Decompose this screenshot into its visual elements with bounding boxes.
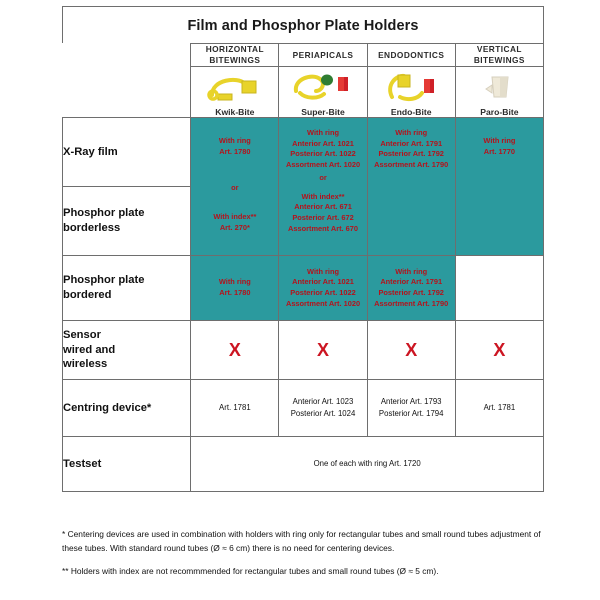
table-row-sensor: [63, 321, 544, 380]
product-name-endo-bite: Endo-Bite: [367, 107, 455, 118]
column-heading-endodontics: [367, 44, 455, 67]
cell-line: Anterior Art. 1791: [380, 138, 443, 148]
paro-bite-holder-graphic: [462, 67, 536, 107]
cell-endo-bite-sensor-unavailable: X: [367, 321, 455, 380]
cell-super-bite-sensor-unavailable: X: [279, 321, 367, 380]
heading-line-2: BITEWINGS: [209, 55, 261, 65]
cell-endo-bite-phosphor-bordered: [367, 256, 455, 321]
cell-line: Posterior Art. 1792: [378, 149, 444, 159]
cell-line: Assortment Art. 1020: [285, 160, 361, 170]
cell-line: With ring: [395, 266, 428, 276]
cell-line: Anterior Art. 1023: [292, 397, 354, 407]
row-label-text: Sensor: [63, 329, 101, 342]
cell-endo-bite-centring-device: [367, 380, 455, 437]
cell-line: Art. 1720: [389, 458, 421, 468]
cell-line: Anterior Art. 1791: [380, 277, 443, 287]
cell-line: With ring: [395, 128, 428, 137]
heading-line-2: BITEWINGS: [473, 55, 525, 65]
super-bite-holder-graphic: [286, 67, 360, 107]
image-corner-spacer: [63, 67, 191, 108]
row-label-text: Phosphor plate: [63, 207, 145, 220]
header-corner-spacer: [63, 44, 191, 67]
cell-line: With ring: [218, 277, 251, 287]
cell-or-separator: or: [319, 172, 327, 182]
endo-bite-holder-graphic: [374, 67, 448, 107]
table-image-row: [63, 67, 544, 108]
footnotes: [62, 528, 552, 589]
page-title: Film and Phosphor Plate Holders: [62, 6, 544, 43]
cell-line: Posterior Art. 1024: [290, 409, 356, 418]
cell-block-with-ring: [191, 118, 278, 157]
heading-line-1: ENDODONTICS: [378, 49, 445, 60]
row-label-text-2: wired and: [63, 343, 116, 356]
cell-paro-bite-xray-and-borderless: [455, 118, 543, 256]
cell-or-separator: or: [231, 183, 239, 193]
footnote-centering-devices: * Centering devices are used in combination with holders with ring only for rectangular tubes and small round tubes adjustment of these tubes. With standard round tubes (Ø ≈ 6 cm) there is no need for centering devices.: [62, 529, 541, 553]
cell-line: Assortment Art. 1790: [374, 160, 449, 170]
row-label-phosphor-plate-bordered: [63, 256, 191, 321]
cell-line: Art. 1780: [219, 146, 251, 156]
cell-line: Art. 1770: [483, 146, 515, 156]
table-row-phosphor-bordered: [63, 256, 544, 321]
cell-super-bite-centring-device: [279, 380, 367, 437]
cell-block-with-index: [191, 212, 278, 233]
cell-line: Assortment Art. 670: [288, 223, 358, 233]
row-label-text: X-Ray film: [63, 145, 118, 158]
kwik-bite-holder-icon: [191, 67, 279, 108]
row-label-sensor: [63, 321, 191, 380]
cell-line: With ring: [307, 128, 339, 137]
cell-paro-bite-sensor-unavailable: X: [455, 321, 543, 380]
row-label-xray-film: [63, 118, 191, 187]
product-name-paro-bite: Paro-Bite: [455, 107, 543, 118]
row-label-text-2: borderless: [63, 222, 121, 234]
cell-line: With ring: [307, 266, 339, 276]
cell-paro-bite-phosphor-bordered: [455, 256, 543, 321]
product-corner-spacer: [63, 107, 191, 118]
cell-block-with-index: [279, 192, 366, 235]
endo-bite-holder-icon: [367, 67, 455, 108]
paro-bite-holder-icon: [455, 67, 543, 108]
row-label-centring-device: [63, 380, 191, 437]
cell-line: With ring: [218, 136, 251, 145]
column-heading-horizontal-bitewings: [191, 44, 279, 67]
row-label-text: Testset: [63, 457, 102, 470]
heading-line-1: VERTICAL: [476, 44, 522, 55]
cell-super-bite-phosphor-bordered: [279, 256, 367, 321]
row-label-testset: [63, 437, 191, 492]
cell-line: Art. 270*: [219, 222, 250, 232]
cell-kwik-bite-xray-and-borderless: [191, 118, 279, 256]
cell-line: Posterior Art. 1794: [378, 409, 444, 418]
cell-testset-all-columns: [191, 437, 544, 492]
cell-kwik-bite-phosphor-bordered: [191, 256, 279, 321]
cell-super-bite-xray-and-borderless: [279, 118, 367, 256]
cell-line: Anterior Art. 1793: [380, 397, 442, 407]
cell-line: Posterior Art. 1022: [290, 149, 356, 159]
cell-line: With index**: [301, 191, 345, 201]
table-row-centring-device: [63, 380, 544, 437]
cell-line: Assortment Art. 1020: [285, 298, 361, 308]
cell-line: Posterior Art. 1792: [378, 288, 444, 297]
row-label-text-3: wireless: [63, 358, 108, 371]
cell-line: One of each with ring: [313, 458, 388, 468]
matrix-table: [62, 43, 544, 492]
cell-line: Anterior Art. 671: [294, 202, 352, 212]
table-row-xray-film: [63, 118, 544, 187]
heading-line-1: PERIAPICALS: [292, 49, 354, 60]
cell-block-with-ring: [456, 118, 543, 157]
cell-line: Posterior Art. 672: [292, 213, 354, 223]
cell-endo-bite-xray-and-borderless: [367, 118, 455, 256]
cell-line: Posterior Art. 1022: [290, 288, 356, 297]
cell-block-with-ring: [368, 118, 455, 171]
table-row-testset: [63, 437, 544, 492]
row-label-text-2: bordered: [63, 289, 112, 301]
cell-block-with-ring: [279, 118, 366, 171]
column-heading-vertical-bitewings: [455, 44, 543, 67]
cell-kwik-bite-centring-device: [191, 380, 279, 437]
cell-kwik-bite-sensor-unavailable: X: [191, 321, 279, 380]
cell-line: Art. 1781: [219, 403, 251, 413]
table-header-row: [63, 44, 544, 67]
table-product-row: [63, 107, 544, 118]
cell-line: Anterior Art. 1021: [292, 277, 354, 287]
row-label-text: Phosphor plate: [63, 274, 145, 287]
cell-line: Art. 1780: [219, 288, 251, 297]
cell-line: Assortment Art. 1790: [374, 298, 449, 308]
footnote-holders-with-index: ** Holders with index are not recommmended for rectangular tubes and small round tubes (Ø ≈ 5 cm).: [62, 566, 439, 577]
product-name-kwik-bite: Kwik-Bite: [191, 107, 279, 118]
cell-line: Art. 1781: [483, 403, 516, 413]
heading-line-1: HORIZONTAL: [205, 44, 264, 55]
column-heading-periapicals: [279, 44, 367, 67]
kwik-bite-holder-graphic: [198, 67, 272, 107]
super-bite-holder-icon: [279, 67, 367, 108]
cell-line: With index**: [213, 212, 257, 222]
row-label-text: Centring device*: [63, 401, 152, 414]
row-label-phosphor-plate-borderless: [63, 187, 191, 256]
product-name-super-bite: Super-Bite: [279, 107, 367, 118]
holder-matrix: [62, 6, 544, 492]
cell-line: Anterior Art. 1021: [292, 138, 354, 148]
cell-line: With ring: [483, 136, 516, 145]
cell-paro-bite-centring-device: [455, 380, 543, 437]
